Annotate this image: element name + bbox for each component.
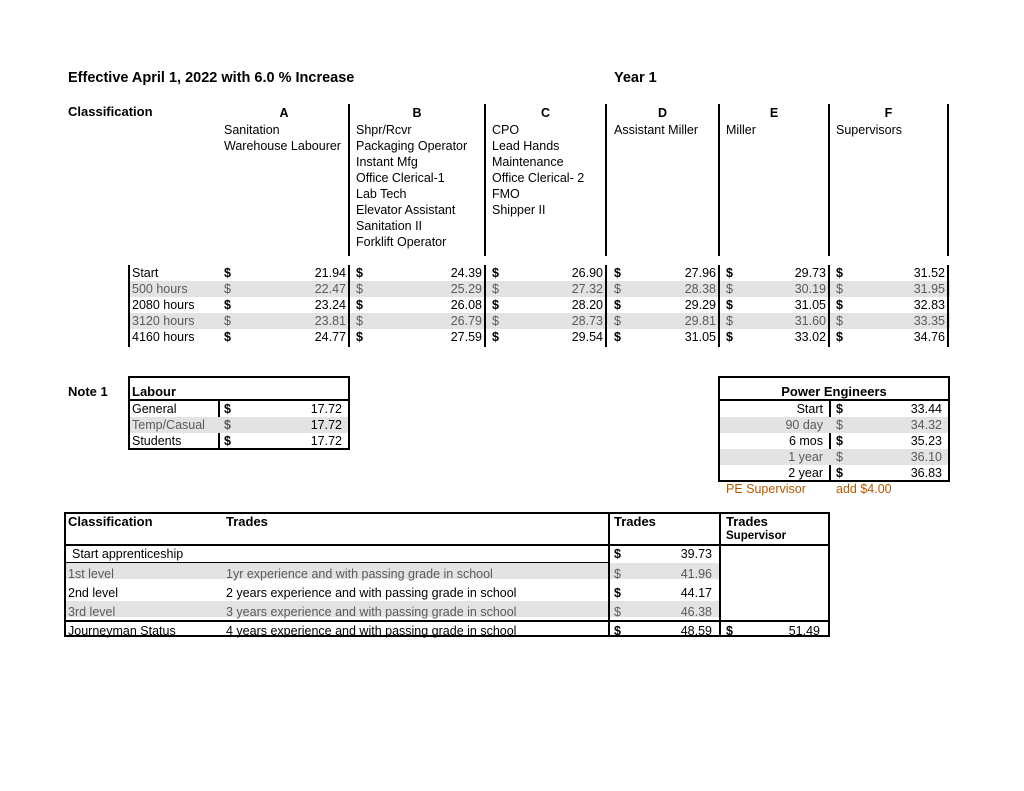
col-divider xyxy=(348,104,350,256)
currency-symbol: $ xyxy=(224,402,231,416)
column-f-jobs xyxy=(836,122,902,138)
wage-value: 26.79 xyxy=(450,314,482,328)
currency-symbol: $ xyxy=(836,266,843,280)
wage-value: 33.02 xyxy=(794,330,826,344)
pe-row-label: 1 year xyxy=(788,450,823,464)
column-letter-b: B xyxy=(412,106,422,120)
currency-symbol: $ xyxy=(356,298,363,312)
currency-symbol: $ xyxy=(726,624,733,638)
trades-row-desc: 1yr experience and with passing grade in school xyxy=(226,567,493,581)
currency-symbol: $ xyxy=(836,418,843,432)
wage-value: 31.05 xyxy=(794,298,826,312)
currency-symbol: $ xyxy=(836,330,843,344)
trades-header-trades: Trades xyxy=(226,514,268,529)
currency-symbol: $ xyxy=(614,282,621,296)
wage-value: 26.08 xyxy=(450,298,482,312)
currency-symbol: $ xyxy=(614,330,621,344)
currency-symbol: $ xyxy=(836,450,843,464)
note1-label: Note 1 xyxy=(68,384,108,399)
pe-row-label: 90 day xyxy=(785,418,823,432)
pe-row-value: 36.10 xyxy=(910,450,942,464)
divider xyxy=(829,399,831,482)
wage-value: 28.20 xyxy=(571,298,603,312)
trades-row-level: 3rd level xyxy=(68,605,116,619)
currency-symbol: $ xyxy=(356,330,363,344)
currency-symbol: $ xyxy=(614,266,621,280)
wage-value: 31.05 xyxy=(684,330,716,344)
currency-symbol: $ xyxy=(726,314,733,328)
currency-symbol: $ xyxy=(492,330,499,344)
trades-row-level: 2nd level xyxy=(68,586,119,600)
trades-row-value: 39.73 xyxy=(680,547,712,561)
currency-symbol: $ xyxy=(614,314,621,328)
trades-row-desc: 3 years experience and with passing grade in school xyxy=(226,605,517,619)
currency-symbol: $ xyxy=(492,282,499,296)
pe-row-value: 35.23 xyxy=(910,434,942,448)
currency-symbol: $ xyxy=(224,434,231,448)
power-engineers-title: Power Engineers xyxy=(781,384,887,399)
wage-value: 24.77 xyxy=(314,330,346,344)
job-title: Elevator Assistant xyxy=(356,203,456,217)
pe-supervisor-note: add $4.00 xyxy=(836,482,892,496)
currency-symbol: $ xyxy=(224,266,231,280)
wage-value: 33.35 xyxy=(913,314,945,328)
trades-row-value: 46.38 xyxy=(680,605,712,619)
currency-symbol: $ xyxy=(356,266,363,280)
pe-supervisor-label: PE Supervisor xyxy=(726,482,806,496)
wage-value: 27.32 xyxy=(571,282,603,296)
job-title: Miller xyxy=(726,123,756,137)
job-title: Sanitation II xyxy=(356,219,423,233)
currency-symbol: $ xyxy=(224,298,231,312)
currency-symbol: $ xyxy=(614,605,621,619)
job-title: Sanitation xyxy=(224,123,280,137)
trades-row-value: 48.59 xyxy=(680,624,712,638)
grid-line xyxy=(605,265,607,347)
column-letter-f: F xyxy=(884,106,893,120)
wage-value: 21.94 xyxy=(314,266,346,280)
wage-value: 30.19 xyxy=(794,282,826,296)
trades-header-trades-col: Trades xyxy=(614,514,656,529)
trades-header-supervisor-sub: Supervisor xyxy=(726,530,787,542)
trades-row-value: 44.17 xyxy=(680,586,712,600)
currency-symbol: $ xyxy=(726,298,733,312)
trades-header-supervisor: Trades xyxy=(726,514,768,529)
column-d-jobs xyxy=(614,122,698,138)
wage-value: 27.96 xyxy=(684,266,716,280)
job-title: FMO xyxy=(492,187,520,201)
wage-value: 25.29 xyxy=(450,282,482,296)
job-title: Maintenance xyxy=(492,155,564,169)
col-divider xyxy=(484,104,486,256)
job-title: Lab Tech xyxy=(356,187,407,201)
currency-symbol: $ xyxy=(492,298,499,312)
divider xyxy=(719,512,721,637)
grid-line xyxy=(828,265,830,347)
pe-row-label: Start xyxy=(796,402,823,416)
col-divider xyxy=(718,104,720,256)
pe-row-label: 2 year xyxy=(788,466,823,480)
currency-symbol: $ xyxy=(224,314,231,328)
job-title: Instant Mfg xyxy=(356,155,418,169)
wage-value: 24.39 xyxy=(450,266,482,280)
job-title: Shpr/Rcvr xyxy=(356,123,412,137)
trades-row-value: 41.96 xyxy=(680,567,712,581)
job-title: Office Clerical-1 xyxy=(356,171,445,185)
wage-value: 31.52 xyxy=(913,266,945,280)
currency-symbol: $ xyxy=(836,314,843,328)
currency-symbol: $ xyxy=(614,567,621,581)
wage-row-label: 4160 hours xyxy=(132,330,195,344)
currency-symbol: $ xyxy=(726,282,733,296)
currency-symbol: $ xyxy=(614,547,621,561)
grid-line xyxy=(718,265,720,347)
currency-symbol: $ xyxy=(492,314,499,328)
currency-symbol: $ xyxy=(356,282,363,296)
job-title: Packaging Operator xyxy=(356,139,468,153)
currency-symbol: $ xyxy=(614,624,621,638)
column-e-jobs xyxy=(726,122,756,138)
wage-value: 31.95 xyxy=(913,282,945,296)
wage-value: 28.73 xyxy=(571,314,603,328)
column-letter-c: C xyxy=(540,106,551,120)
wage-value: 26.90 xyxy=(571,266,603,280)
pe-row-value: 34.32 xyxy=(910,418,942,432)
trades-header-classification: Classification xyxy=(68,514,153,529)
column-letter-a: A xyxy=(279,106,289,120)
grid-line xyxy=(348,265,350,347)
currency-symbol: $ xyxy=(356,314,363,328)
divider xyxy=(64,562,610,563)
currency-symbol: $ xyxy=(726,330,733,344)
classification-label: Classification xyxy=(68,104,153,119)
column-c-jobs xyxy=(492,122,584,218)
job-title: Lead Hands xyxy=(492,139,560,153)
wage-value: 28.38 xyxy=(684,282,716,296)
currency-symbol: $ xyxy=(224,330,231,344)
job-title: Office Clerical- 2 xyxy=(492,171,585,185)
labour-row-label: General xyxy=(132,402,177,416)
currency-symbol: $ xyxy=(492,266,499,280)
trades-supervisor-value: 51.49 xyxy=(788,624,820,638)
page-title: Effective April 1, 2022 with 6.0 % Increase xyxy=(68,70,355,86)
job-title: Assistant Miller xyxy=(614,123,699,137)
column-b-jobs xyxy=(356,122,467,250)
labour-row-value: 17.72 xyxy=(310,434,342,448)
trades-row-level: Journeyman Status xyxy=(68,624,176,638)
column-letter-e: E xyxy=(769,106,779,120)
job-title: Shipper II xyxy=(492,203,546,217)
currency-symbol: $ xyxy=(836,402,843,416)
wage-value: 22.47 xyxy=(314,282,346,296)
pe-row-label: 6 mos xyxy=(788,434,823,448)
col-divider xyxy=(605,104,607,256)
col-divider xyxy=(947,104,949,256)
trades-row-desc: 2 years experience and with passing grade in school xyxy=(226,586,517,600)
labour-title: Labour xyxy=(132,384,177,399)
wage-grid xyxy=(128,265,950,347)
pe-row-value: 36.83 xyxy=(910,466,942,480)
grid-line xyxy=(947,265,949,347)
currency-symbol: $ xyxy=(614,586,621,600)
wage-row-label: 3120 hours xyxy=(132,314,195,328)
wage-value: 23.24 xyxy=(314,298,346,312)
wage-value: 32.83 xyxy=(913,298,945,312)
currency-symbol: $ xyxy=(224,282,231,296)
currency-symbol: $ xyxy=(836,298,843,312)
labour-row-value: 17.72 xyxy=(310,402,342,416)
pe-row-value: 33.44 xyxy=(910,402,942,416)
grid-line xyxy=(484,265,486,347)
trades-row-level: 1st level xyxy=(68,567,114,581)
trades-row-desc: 4 years experience and with passing grade in school xyxy=(226,624,517,638)
labour-row-value: 17.72 xyxy=(310,418,342,432)
job-title: Warehouse Labourer xyxy=(224,139,341,153)
col-divider xyxy=(828,104,830,256)
currency-symbol: $ xyxy=(836,466,843,480)
wage-value: 29.54 xyxy=(571,330,603,344)
currency-symbol: $ xyxy=(836,282,843,296)
wage-row-label: Start xyxy=(132,266,159,280)
grid-line xyxy=(128,265,130,347)
wage-value: 29.81 xyxy=(684,314,716,328)
divider xyxy=(64,620,830,622)
wage-value: 23.81 xyxy=(314,314,346,328)
job-title: Forklift Operator xyxy=(356,235,447,249)
wage-value: 29.29 xyxy=(684,298,716,312)
job-title: Supervisors xyxy=(836,123,902,137)
labour-row-label: Students xyxy=(132,434,182,448)
currency-symbol: $ xyxy=(726,266,733,280)
year-label: Year 1 xyxy=(614,70,657,86)
labour-row-label: Temp/Casual xyxy=(132,418,205,432)
currency-symbol: $ xyxy=(614,298,621,312)
wage-value: 34.76 xyxy=(913,330,945,344)
wage-value: 27.59 xyxy=(450,330,482,344)
column-a-jobs xyxy=(224,122,341,154)
wage-value: 31.60 xyxy=(794,314,826,328)
trades-row-level: Start apprenticeship xyxy=(72,547,184,561)
job-title: CPO xyxy=(492,123,520,137)
currency-symbol: $ xyxy=(836,434,843,448)
currency-symbol: $ xyxy=(224,418,231,432)
wage-row-label: 2080 hours xyxy=(132,298,195,312)
wage-row-label: 500 hours xyxy=(132,282,188,296)
column-letter-d: D xyxy=(657,106,668,120)
wage-value: 29.73 xyxy=(794,266,826,280)
